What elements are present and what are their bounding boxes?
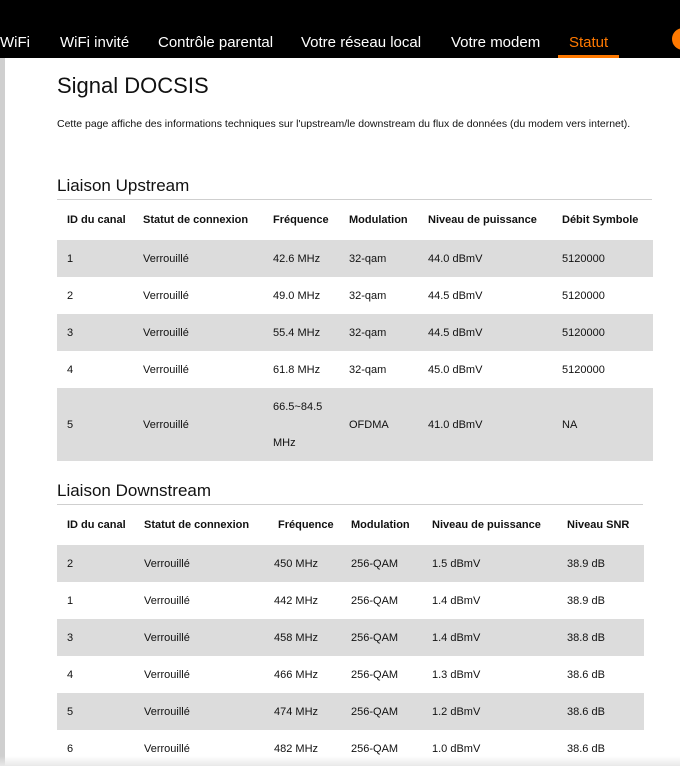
table-cell: 2 xyxy=(57,545,134,582)
table-cell: 1.2 dBmV xyxy=(422,693,557,730)
table-cell: 482 MHz xyxy=(274,742,319,755)
table-cell: 5120000 xyxy=(562,363,605,376)
table-cell: NA xyxy=(552,388,653,461)
table-cell: Verrouillé xyxy=(144,668,190,681)
table-cell: 1 xyxy=(67,594,74,607)
table-cell: 1.3 dBmV xyxy=(432,668,481,681)
page-title: Signal DOCSIS xyxy=(57,73,209,98)
table-cell: 1.4 dBmV xyxy=(432,594,481,607)
upstream-table xyxy=(57,200,653,461)
table-cell: 42.6 MHz xyxy=(263,240,339,277)
table-cell: 474 MHz xyxy=(266,693,341,730)
table-cell: 32-qam xyxy=(349,289,387,302)
top-navigation xyxy=(0,0,680,58)
table-row xyxy=(57,277,653,314)
table-cell: 2 xyxy=(67,289,74,302)
table-cell: OFDMA xyxy=(339,388,418,461)
column-header: Modulation xyxy=(351,519,410,531)
table-cell: 1.0 dBmV xyxy=(432,742,481,755)
table-cell: 38.6 dB xyxy=(567,668,605,681)
column-header: Statut de connexion xyxy=(144,519,250,531)
table-cell: 458 MHz xyxy=(266,619,341,656)
table-row xyxy=(57,656,644,693)
column-header: Niveau de puissance xyxy=(428,214,537,226)
table-cell: 38.6 dB xyxy=(567,742,605,755)
column-header: Fréquence xyxy=(278,519,334,531)
table-cell: Verrouillé xyxy=(144,742,190,755)
table-row xyxy=(57,545,644,582)
table-cell: 38.9 dB xyxy=(557,545,644,582)
user-menu-icon[interactable] xyxy=(672,28,680,50)
table-header-row xyxy=(57,200,653,240)
table-cell: 44.0 dBmV xyxy=(418,240,552,277)
table-row xyxy=(57,314,653,351)
left-scroll-edge xyxy=(0,58,5,766)
downstream-title: Liaison Downstream xyxy=(57,481,212,500)
upstream-title: Liaison Upstream xyxy=(57,176,190,195)
table-cell: Verrouillé xyxy=(133,388,263,461)
table-cell: 1.5 dBmV xyxy=(422,545,557,582)
table-cell: 3 xyxy=(57,619,134,656)
table-row xyxy=(57,693,644,730)
table-cell: 61.8 MHz xyxy=(273,363,321,376)
table-cell: 4 xyxy=(67,363,74,376)
nav-item-votre-modem[interactable]: Votre modem xyxy=(451,34,541,51)
table-cell: 32-qam xyxy=(349,363,387,376)
table-cell: 256-QAM xyxy=(351,668,399,681)
nav-item-wifi-invite[interactable]: WiFi invité xyxy=(60,34,130,51)
table-cell: 466 MHz xyxy=(274,668,319,681)
column-header: Fréquence xyxy=(273,214,329,226)
column-header: ID du canal xyxy=(67,214,126,226)
table-cell: 256-QAM xyxy=(351,594,399,607)
downstream-table xyxy=(57,505,644,767)
table-cell: 32-qam xyxy=(339,314,418,351)
table-cell: 6 xyxy=(67,742,74,755)
active-tab-indicator xyxy=(558,55,619,58)
table-cell: 38.9 dB xyxy=(567,594,605,607)
bottom-edge xyxy=(0,756,680,766)
table-cell: 66.5~84.5 MHz xyxy=(263,388,339,461)
table-cell: Verrouillé xyxy=(134,693,266,730)
table-cell: 5 xyxy=(57,693,134,730)
column-header: Débit Symbole xyxy=(562,214,639,226)
table-cell: 45.0 dBmV xyxy=(428,363,483,376)
column-header: ID du canal xyxy=(67,519,126,531)
column-header: Modulation xyxy=(349,214,408,226)
table-cell: 38.8 dB xyxy=(557,619,644,656)
table-cell: Verrouillé xyxy=(133,314,263,351)
table-cell: 256-QAM xyxy=(351,742,399,755)
table-row xyxy=(57,351,653,388)
table-cell: 3 xyxy=(57,314,133,351)
table-cell: 5 xyxy=(57,388,133,461)
table-row xyxy=(57,388,653,461)
table-cell: 1.4 dBmV xyxy=(422,619,557,656)
table-row xyxy=(57,240,653,277)
column-header: Statut de connexion xyxy=(143,214,249,226)
table-cell: Verrouillé xyxy=(133,240,263,277)
column-header: Niveau SNR xyxy=(567,519,630,531)
table-header-row xyxy=(57,505,644,545)
table-cell: 5120000 xyxy=(552,240,653,277)
table-cell: 442 MHz xyxy=(274,594,319,607)
table-cell: 5120000 xyxy=(562,289,605,302)
table-cell: 450 MHz xyxy=(266,545,341,582)
page-intro: Cette page affiche des informations techniques sur l'upstream/le downstream du flux de données (du modem vers internet). xyxy=(57,118,631,130)
nav-item-statut[interactable]: Statut xyxy=(569,34,609,51)
table-cell: 38.6 dB xyxy=(557,693,644,730)
table-cell: 4 xyxy=(67,668,74,681)
table-cell: 32-qam xyxy=(339,240,418,277)
table-cell: Verrouillé xyxy=(144,594,190,607)
table-cell: 256-QAM xyxy=(341,619,422,656)
nav-item-wifi[interactable]: WiFi xyxy=(0,34,30,51)
table-cell: 1 xyxy=(57,240,133,277)
table-cell: 5120000 xyxy=(552,314,653,351)
table-cell: 41.0 dBmV xyxy=(418,388,552,461)
table-cell: 49.0 MHz xyxy=(273,289,321,302)
table-cell: Verrouillé xyxy=(143,289,189,302)
table-cell: Verrouillé xyxy=(143,363,189,376)
table-row xyxy=(57,619,644,656)
table-cell: 55.4 MHz xyxy=(263,314,339,351)
table-cell: Verrouillé xyxy=(134,545,266,582)
nav-item-reseau-local[interactable]: Votre réseau local xyxy=(301,34,422,51)
table-row xyxy=(57,582,644,619)
table-cell: 44.5 dBmV xyxy=(418,314,552,351)
table-cell: 44.5 dBmV xyxy=(428,289,483,302)
table-cell: 256-QAM xyxy=(341,693,422,730)
nav-item-controle-parental[interactable]: Contrôle parental xyxy=(158,34,274,51)
column-header: Niveau de puissance xyxy=(432,519,541,531)
table-cell: Verrouillé xyxy=(134,619,266,656)
table-cell: 256-QAM xyxy=(341,545,422,582)
